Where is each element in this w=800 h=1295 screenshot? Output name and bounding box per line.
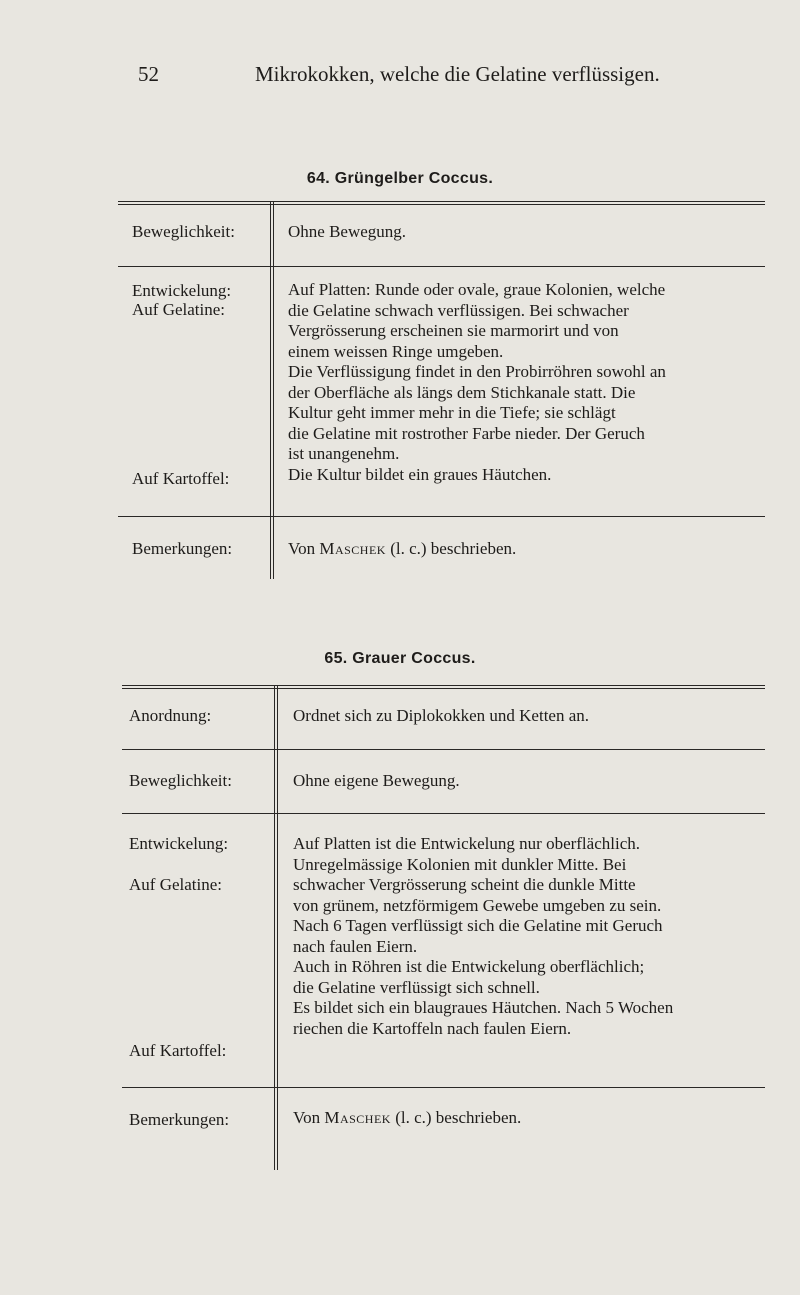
table2-column-divider-inner [277, 686, 278, 1170]
running-title: Mikrokokken, welche die Gelatine verflüssigen. [255, 62, 660, 86]
text-line: die Gelatine mit rostrother Farbe nieder. Der Geruch [288, 423, 645, 443]
text-line: von grünem, netzförmigem Gewebe umgeben zu sein. [293, 895, 662, 915]
page-header [0, 62, 800, 92]
text-fragment: (l. c.) beschrieben. [395, 1108, 522, 1127]
table2-top-rule-inner [122, 688, 765, 689]
text-line: Kultur geht immer mehr in die Tiefe; sie schlägt [288, 403, 616, 422]
table1-label-auf-gelatine: Auf Gelatine: [132, 300, 225, 319]
text-line: Auch in Röhren ist die Entwickelung oberflächlich; [293, 957, 645, 976]
text-line: schwacher Vergrösserung scheint die dunkle Mitte [293, 875, 636, 894]
table2-desc-entwickelung [293, 834, 766, 1039]
text-line: Auf Platten: Runde oder ovale, graue Kolonien, welche [288, 280, 666, 299]
table1-desc-bemerkungen [288, 539, 516, 560]
table1-desc-entwickelung [288, 280, 766, 485]
table2-label-anordnung: Anordnung: [129, 706, 212, 725]
table1-desc-beweglichkeit: Ohne Bewegung. [288, 222, 407, 241]
table2-row-rule [122, 1087, 765, 1088]
text-line: die Gelatine verflüssigt sich schnell. [293, 977, 540, 997]
table1-label-auf-kartoffel: Auf Kartoffel: [132, 469, 230, 488]
text-line: nach faulen Eiern. [293, 936, 418, 956]
table2-desc-beweglichkeit: Ohne eigene Bewegung. [293, 771, 460, 790]
table1-top-rule-inner [118, 204, 765, 205]
table2-desc-anordnung: Ordnet sich zu Diplokokken und Ketten an. [293, 706, 590, 725]
text-line: der Oberfläche als längs dem Stichkanale statt. Die [288, 382, 636, 402]
author-name: Maschek [324, 1108, 391, 1127]
table1-label-entwickelung: Entwickelung: [132, 281, 232, 300]
text-line: die Gelatine schwach verflüssigen. Bei schwacher [288, 300, 629, 320]
table1-column-divider [270, 202, 271, 579]
text-line: Nach 6 Tagen verflüssigt sich die Gelatine mit Geruch [293, 916, 663, 935]
text-line: Unregelmässige Kolonien mit dunkler Mitte. Bei [293, 854, 627, 874]
text-fragment: Von [288, 539, 316, 558]
text-line: Es bildet sich ein blaugraues Häutchen. Nach 5 Wochen [293, 998, 674, 1017]
table1-row-rule [118, 516, 765, 517]
text-line: ist unangenehm. [288, 444, 400, 463]
text-line: Vergrösserung erscheinen sie marmorirt und von [288, 321, 619, 340]
table2-label-auf-gelatine: Auf Gelatine: [129, 875, 222, 894]
table2-column-divider [274, 686, 275, 1170]
table2-label-bemerkungen: Bemerkungen: [129, 1110, 230, 1129]
table2-row-rule [122, 749, 765, 750]
table2-row-rule [122, 813, 765, 814]
table2-label-entwickelung: Entwickelung: [129, 834, 229, 853]
table1-label-bemerkungen: Bemerkungen: [132, 539, 233, 558]
text-line: riechen die Kartoffeln nach faulen Eiern. [293, 1018, 572, 1038]
table1-column-divider-inner [273, 202, 274, 579]
table1-top-rule [118, 201, 765, 202]
table2-top-rule [122, 685, 765, 686]
text-fragment: Von [293, 1108, 321, 1127]
page-number: 52 [138, 62, 159, 86]
table2-desc-bemerkungen [293, 1108, 521, 1129]
text-fragment: (l. c.) beschrieben. [390, 539, 517, 558]
table2-title: 65. Grauer Coccus. [324, 650, 476, 667]
table2-label-beweglichkeit: Beweglichkeit: [129, 771, 232, 790]
table1-row-rule [118, 266, 765, 267]
table1-label-beweglichkeit: Beweglichkeit: [132, 222, 235, 241]
table2-label-auf-kartoffel: Auf Kartoffel: [129, 1041, 227, 1060]
text-line: Die Verflüssigung findet in den Probirröhren sowohl an [288, 362, 666, 381]
text-line: einem weissen Ringe umgeben. [288, 341, 504, 361]
table1-title: 64. Grüngelber Coccus. [306, 170, 494, 187]
text-line: Auf Platten ist die Entwickelung nur oberflächlich. [293, 834, 640, 853]
author-name: Maschek [319, 539, 386, 558]
text-line: Die Kultur bildet ein graues Häutchen. [288, 464, 552, 484]
